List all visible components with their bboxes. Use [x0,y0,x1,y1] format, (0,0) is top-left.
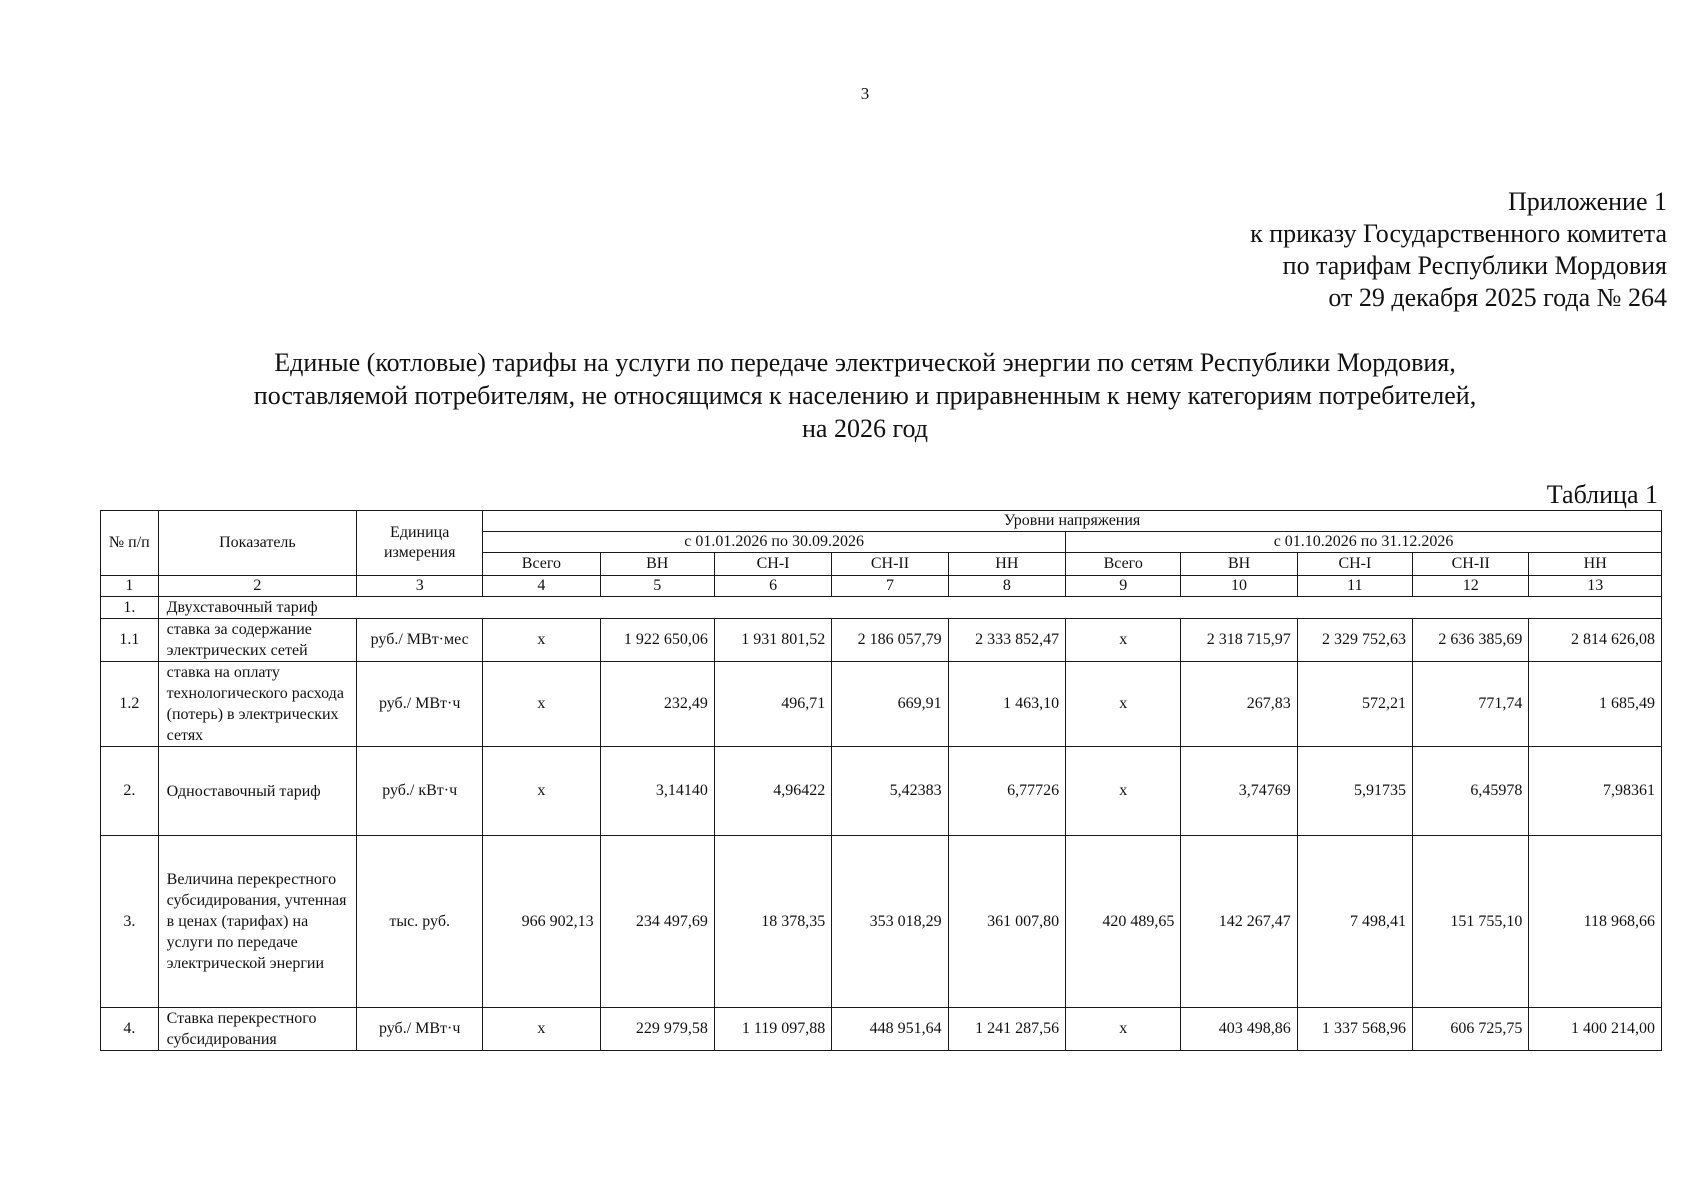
header-period-1: с 01.01.2026 по 30.09.2026 [483,532,1066,553]
row-value: 7,98361 [1529,747,1662,836]
row-name: Двухставочный тариф [158,597,1661,619]
appendix-line: Приложение 1 [1507,187,1667,216]
row-value: 361 007,80 [948,836,1065,1008]
row-num: 3. [101,836,159,1008]
header-period-2: с 01.10.2026 по 31.12.2026 [1066,532,1662,553]
row-value: 267,83 [1181,662,1297,747]
header-level: СН-I [714,553,831,576]
row-value: 4,96422 [714,747,831,836]
row-value: 403 498,86 [1181,1008,1297,1051]
row-value: х [483,619,600,662]
row-value: х [1066,662,1181,747]
row-unit: руб./ МВт·мес [357,619,483,662]
row-value: 232,49 [600,662,714,747]
row-value: 669,91 [832,662,948,747]
row-name: Ставка перекрестного субсидирования [158,1008,357,1051]
table-row [101,1008,1662,1051]
row-name: Одноставочный тариф [158,747,357,836]
row-value: 1 922 650,06 [600,619,714,662]
table-row-section-1 [101,597,1662,619]
header-level: НН [1529,553,1662,576]
row-value: 1 119 097,88 [714,1008,831,1051]
row-name: ставка на оплату технологического расхода (потерь) в электрических сетях [158,662,357,747]
row-value: 6,45978 [1413,747,1529,836]
column-index: 6 [714,576,831,597]
row-value: 420 489,65 [1066,836,1181,1008]
row-value: 771,74 [1413,662,1529,747]
row-value: х [1066,619,1181,662]
row-value: 2 318 715,97 [1181,619,1297,662]
row-value: 2 333 852,47 [948,619,1065,662]
header-row [101,511,1662,532]
row-value: 606 725,75 [1413,1008,1529,1051]
column-index: 5 [600,576,714,597]
row-unit: руб./ кВт·ч [357,747,483,836]
header-level: НН [948,553,1065,576]
column-index: 3 [357,576,483,597]
row-value: 2 814 626,08 [1529,619,1662,662]
row-name: Величина перекрестного субсидирования, учтенная в ценах (тарифах) на услуги по передаче электрической энергии [158,836,357,1008]
row-value: 2 636 385,69 [1413,619,1529,662]
row-name: ставка за содержание электрических сетей [158,619,357,662]
row-value: 966 902,13 [483,836,600,1008]
header-unit: Единица измерения [357,511,483,576]
row-value: 5,42383 [832,747,948,836]
column-index: 9 [1066,576,1181,597]
column-index: 13 [1529,576,1662,597]
row-num: 1.1 [101,619,159,662]
column-index-row [101,576,1662,597]
row-value: х [483,1008,600,1051]
appendix-line: по тарифам Республики Мордовия [1282,251,1667,280]
header-level: СН-II [1413,553,1529,576]
row-value: 1 931 801,52 [714,619,831,662]
row-unit: руб./ МВт·ч [357,662,483,747]
title-line: Единые (котловые) тарифы на услуги по передаче электрической энергии по сетям Республики Мордовия, [274,348,1456,377]
row-value: 3,14140 [600,747,714,836]
row-unit: руб./ МВт·ч [357,1008,483,1051]
row-value: 7 498,41 [1297,836,1412,1008]
row-value: 1 241 287,56 [948,1008,1065,1051]
row-value: х [1066,747,1181,836]
header-level: Всего [483,553,600,576]
row-value: 118 968,66 [1529,836,1662,1008]
row-value: 572,21 [1297,662,1412,747]
column-index: 10 [1181,576,1297,597]
row-value: х [483,662,600,747]
row-value: 496,71 [714,662,831,747]
row-value: 5,91735 [1297,747,1412,836]
document-title [0,346,1697,445]
row-value: 353 018,29 [832,836,948,1008]
row-value: 2 186 057,79 [832,619,948,662]
table-row [101,662,1662,747]
row-unit: тыс. руб. [357,836,483,1008]
title-line: поставляемой потребителям, не относящимся к населению и приравненным к нему категориям потребителей, [253,381,1477,410]
column-index: 2 [158,576,357,597]
page-number: 3 [860,84,870,103]
header-voltage-levels: Уровни напряжения [483,511,1662,532]
row-value: 18 378,35 [714,836,831,1008]
table-caption: Таблица 1 [1546,480,1658,509]
header-num: № п/п [101,511,159,576]
row-value: 151 755,10 [1413,836,1529,1008]
appendix-block [1250,186,1667,314]
row-value: 448 951,64 [832,1008,948,1051]
table-row [101,619,1662,662]
row-value: х [1066,1008,1181,1051]
row-value: 6,77726 [948,747,1065,836]
row-num: 1. [101,597,159,619]
header-level: Всего [1066,553,1181,576]
header-level: ВН [1181,553,1297,576]
column-index: 7 [832,576,948,597]
column-index: 1 [101,576,159,597]
column-index: 12 [1413,576,1529,597]
header-level: СН-I [1297,553,1412,576]
title-line: на 2026 год [802,414,928,443]
row-value: 1 463,10 [948,662,1065,747]
table-row [101,836,1662,1008]
row-value: 1 337 568,96 [1297,1008,1412,1051]
row-value: 229 979,58 [600,1008,714,1051]
row-value: 2 329 752,63 [1297,619,1412,662]
row-num: 2. [101,747,159,836]
row-value: 3,74769 [1181,747,1297,836]
row-num: 1.2 [101,662,159,747]
row-value: 1 685,49 [1529,662,1662,747]
row-value: 1 400 214,00 [1529,1008,1662,1051]
appendix-line: от 29 декабря 2025 года № 264 [1328,283,1667,312]
header-level: ВН [600,553,714,576]
row-value: 234 497,69 [600,836,714,1008]
table-row [101,747,1662,836]
column-index: 11 [1297,576,1412,597]
header-level: СН-II [832,553,948,576]
row-num: 4. [101,1008,159,1051]
column-index: 4 [483,576,600,597]
tariff-table [100,510,1662,1051]
row-value: х [483,747,600,836]
column-index: 8 [948,576,1065,597]
row-value: 142 267,47 [1181,836,1297,1008]
header-indicator: Показатель [158,511,357,576]
appendix-line: к приказу Государственного комитета [1250,219,1667,248]
